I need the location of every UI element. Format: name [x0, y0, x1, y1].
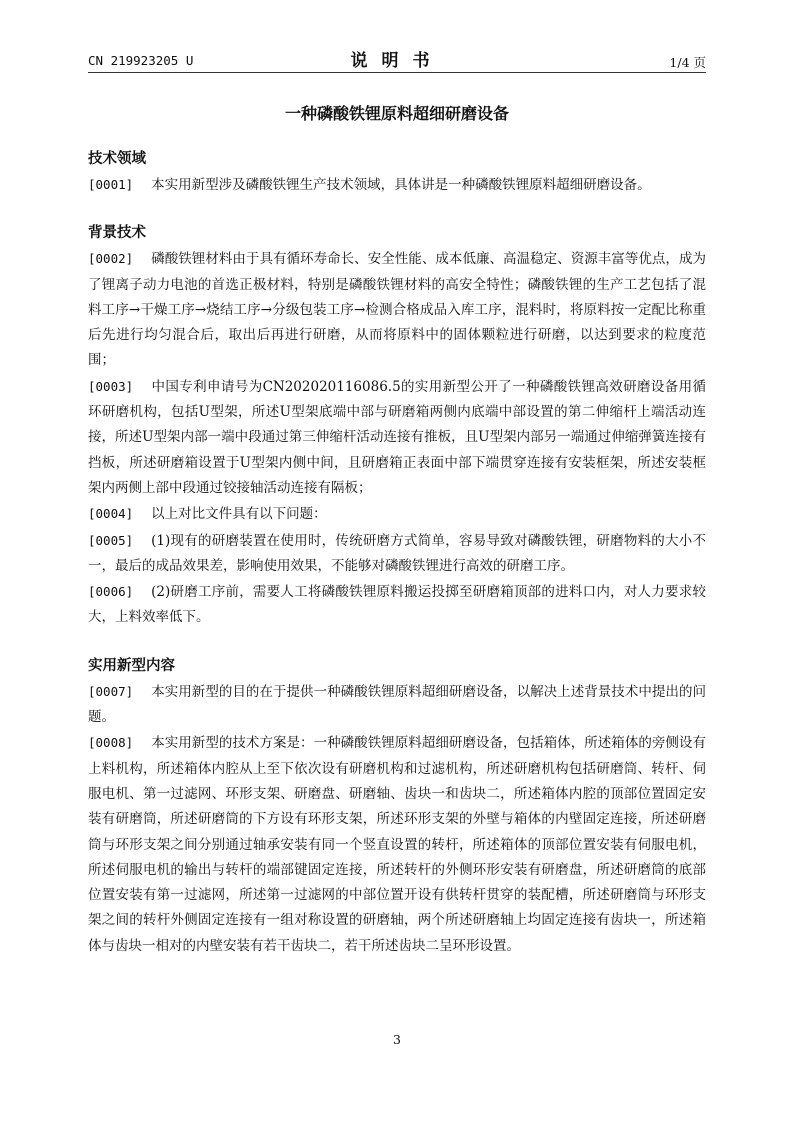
page-info: 1/4 页: [669, 55, 706, 70]
section-heading-content: 实用新型内容: [88, 657, 175, 674]
paragraph-text: 以上对比文件具有以下问题：: [151, 506, 327, 523]
paragraph-text: (2)研磨工序前，需要人工将磷酸铁锂原料搬运投掷至研磨箱顶部的进料口内，对人力要求较大，上料效率低下。: [88, 584, 706, 626]
paragraph-number: [0006]: [88, 584, 134, 600]
document-type: 说明书: [350, 51, 444, 71]
paragraph-0007: [88, 679, 706, 731]
paragraph-text: (1)现有的研磨装置在使用时，传统研磨方式简单，容易导致对磷酸铁锂，研磨物料的大小不一，最后的成品效果差，影响使用效果，不能够对磷酸铁锂进行高效的研磨工序。: [88, 532, 706, 574]
document-body: [88, 146, 706, 959]
header-divider: [88, 72, 706, 73]
paragraph-text: 本实用新型的技术方案是：一种磷酸铁锂原料超细研磨设备，包括箱体，所述箱体的旁侧设有上料机构，所述箱体内腔从上至下依次设有研磨机构和过滤机构，所述研磨机构包括研磨筒、转杆、伺服电机、第一过滤网、环形支架、研磨盘、研磨轴、齿块一和齿块二，所述箱体内腔的顶部位置固定安装有研磨筒，所述研磨筒的下方设有环形支架，所述环形支架的外壁与箱体的内壁固定连接，所述研磨筒与环形支架之间分别通过轴承安装有同一个竖直设置的转杆，所述箱体的顶部位置安装有伺服电机，所述伺服电机的输出与转杆的端部键固定连接，所述转杆的外侧环形安装有研磨盘，所述研磨筒的底部位置安装有第一过滤网，所述第一过滤网的中部位置开设有供转杆贯穿的装配槽，所述研磨筒与环形支架之间的转杆外侧固定连接有一组对称设置的研磨轴，两个所述研磨轴上均固定连接有齿块一，所述箱体与齿块一相对的内壁安装有若干齿块二，若干所述齿块二呈环形设置。: [88, 735, 706, 954]
paragraph-number: [0007]: [88, 683, 134, 699]
patent-number: CN 219923205 U: [88, 53, 194, 68]
paragraph-number: [0008]: [88, 735, 134, 751]
paragraph-text: 中国专利申请号为CN202020116086.5的实用新型公开了一种磷酸铁锂高效研磨设备用循环研磨机构，包括U型架，所述U型架底端中部与研磨箱两侧内底端中部设置的第二伸缩杆上端活动连接，所述U型架内部一端中段通过第三伸缩杆活动连接有推板，且U型架内部另一端通过伸缩弹簧连接有挡板，所述研磨箱设置于U型架内侧中间，且研磨箱正表面中部下端贯穿连接有安装框架，所述安装框架内两侧上部中段通过铰接轴活动连接有隔板；: [88, 378, 706, 496]
paragraph-number: [0004]: [88, 506, 134, 522]
document-title: 一种磷酸铁锂原料超细研磨设备: [284, 104, 509, 123]
paragraph-number: [0002]: [88, 251, 134, 267]
paragraph-0005: [88, 528, 706, 580]
paragraph-text: 磷酸铁锂材料由于具有循环寿命长、安全性能、成本低廉、高温稳定、资源丰富等优点，成为了锂离子动力电池的首选正极材料，特别是磷酸铁锂材料的高安全特性；磷酸铁锂的生产工艺包括了混料工序→干燥工序→烧结工序→分级包装工序→检测合格成品入库工序，混料时，将原料按一定配比称重后先进行均匀混合后，取出后再进行研磨，从而将原料中的固体颗粒进行研磨，以达到要求的粒度范围；: [88, 251, 706, 369]
paragraph-number: [0001]: [88, 177, 134, 192]
page-number: 3: [393, 1032, 401, 1047]
section-heading-background: 背景技术: [88, 225, 146, 242]
paragraph-text: 本实用新型的目的在于提供一种磷酸铁锂原料超细研磨设备，以解决上述背景技术中提出的问题。: [88, 683, 706, 726]
paragraph-text: 本实用新型涉及磷酸铁锂生产技术领域，具体讲是一种磷酸铁锂原料超细研磨设备。: [151, 177, 651, 193]
paragraph-number: [0005]: [88, 532, 134, 548]
paragraph-number: [0003]: [88, 378, 134, 394]
paragraph-0008: [88, 730, 706, 959]
paragraph-0004: [88, 501, 706, 527]
paragraph-0001: [88, 172, 706, 198]
paragraph-0003: [88, 374, 706, 501]
paragraph-0002: [88, 246, 706, 373]
paragraph-0006: [88, 579, 706, 631]
section-heading-field: 技术领域: [88, 151, 146, 167]
